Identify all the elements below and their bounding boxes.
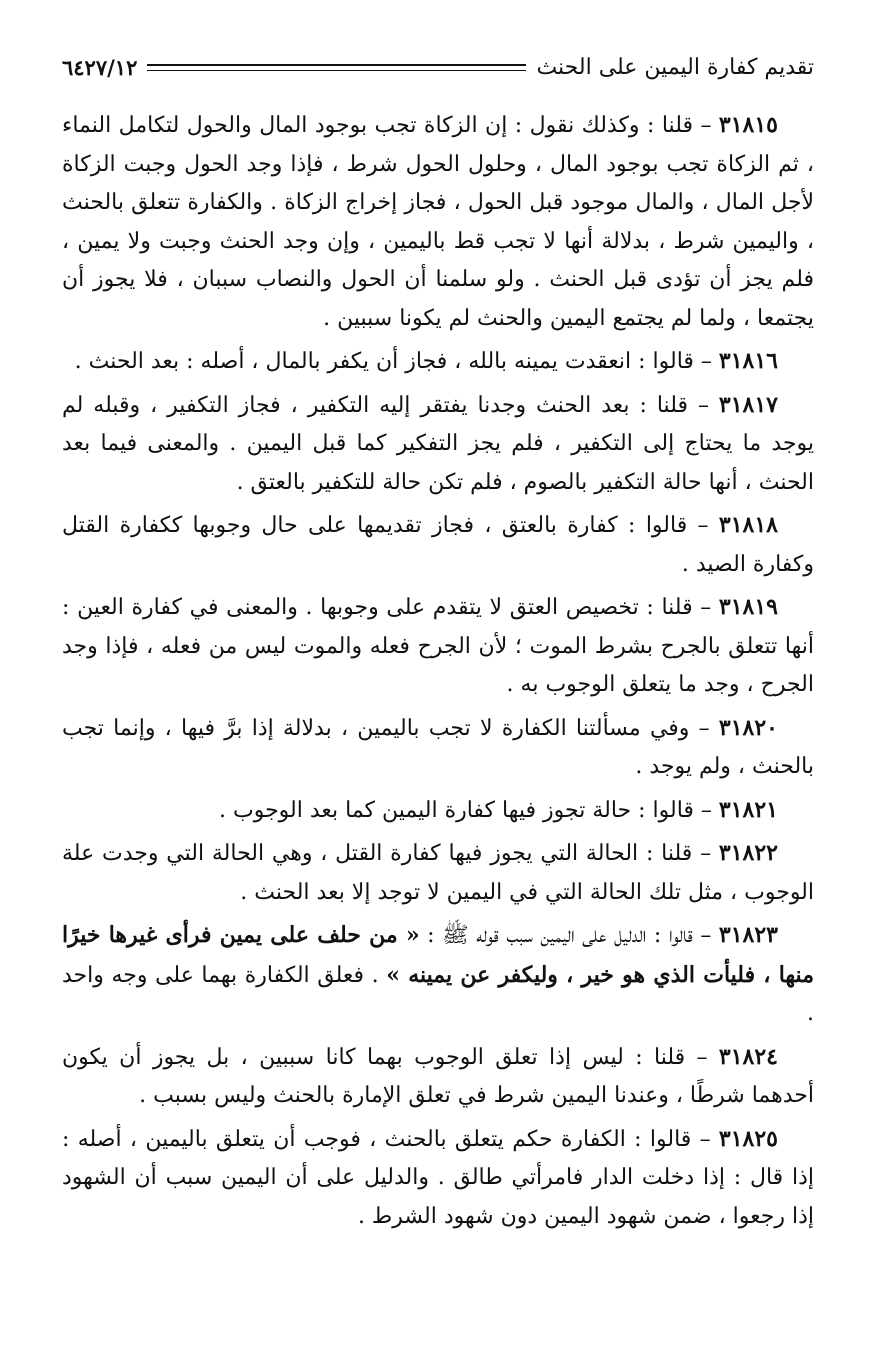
paragraph-number: ٣١٨١٨ bbox=[718, 512, 778, 538]
paragraph-text: – قلنا : تخصيص العتق لا يتقدم على وجوبها . والمعنى في كفارة العين : أنها تتعلق بالجرح بشرط الموت ؛ لأن الجرح فعله والموت ليس من فعله ، فإذا وجد الجرح ، وجد ما يتعلق الوجوب به . bbox=[62, 595, 814, 697]
paragraph-number: ٣١٨٢٠ bbox=[718, 714, 778, 741]
paragraph bbox=[62, 791, 814, 831]
paragraph-text: – قالوا : كفارة بالعتق ، فجاز تقديمها على حال وجوبها ككفارة القتل وكفارة الصيد . bbox=[62, 513, 814, 577]
page-reference: ٦٤٢٧/١٢ bbox=[62, 54, 138, 80]
paragraph-text: – قالوا : حالة تجوز فيها كفارة اليمين كما بعد الوجوب . bbox=[219, 797, 719, 823]
paragraph-text-tail: . فعلق الكفارة بهما على وجه واحد . bbox=[62, 962, 814, 1026]
paragraph-text: – قلنا : وكذلك نقول : إن الزكاة تجب بوجود المال والحول لتكامل النماء ، ثم الزكاة تجب بوجود المال ، وحلول الحول شرط ، فإذا وجد الحول وجبت الزكاة لأجل المال ، والمال موجود قبل الحول ، فجاز إخراج الزكاة . والكفارة تتعلق بالحنث ، واليمين شرط ، بدلالة أنها لا تجب قط باليمين ، وإن وجد الحنث وجبت ولا يمين ، فلم يجز أن تؤدى قبل الحنث . ولو سلمنا أن الحول والنصاب سببان ، فلا يجوز أن يجتمعا ، ولما لم يجتمع اليمين والحنث لم يكونا سببين . bbox=[62, 113, 814, 331]
paragraph-number: ٣١٨٢٣ bbox=[718, 922, 778, 948]
paragraph bbox=[62, 1120, 814, 1237]
paragraph-text: – قلنا : الحالة التي يجوز فيها كفارة القتل ، وهي الحالة التي وجدت علة الوجوب ، مثل تلك الحالة التي في اليمين لا توجد إلا بعد الحنث . bbox=[62, 841, 814, 905]
paragraph-number: ٣١٨١٥ bbox=[718, 112, 778, 138]
running-title: تقديم كفارة اليمين على الحنث bbox=[536, 54, 814, 80]
paragraph-number: ٣١٨١٧ bbox=[718, 391, 778, 418]
book-page bbox=[62, 50, 814, 1240]
hadith-quote: « من حلف على يمين فرأى غيرها خيرًا منها ، فليأت الذي هو خير ، وليكفر عن يمينه » bbox=[62, 922, 814, 988]
paragraph-text: – قلنا : ليس إذا تعلق الوجوب بهما كانا سببين ، بل يجوز أن يكون أحدهما شرطًا ، وعندنا اليمين شرط في تعلق الإمارة بالحنث وليس بسبب . bbox=[62, 1044, 814, 1108]
paragraph-text: – قالوا : انعقدت يمينه بالله ، فجاز أن يكفر بالمال ، أصله : بعد الحنث . bbox=[74, 349, 719, 374]
paragraph bbox=[62, 588, 814, 705]
page-body bbox=[62, 106, 814, 1236]
paragraph-text: – قالوا : الكفارة حكم يتعلق بالحنث ، فوجب أن يتعلق باليمين ، أصله : إذا قال : إذا دخلت الدار فامرأتي طالق . والدليل على أن اليمين سبب أن الشهود إذا رجعوا ، ضمن شهود اليمين دون شهود الشرط . bbox=[62, 1126, 814, 1229]
page-header bbox=[62, 50, 814, 84]
paragraph-number: ٣١٨١٦ bbox=[718, 348, 778, 374]
paragraph bbox=[62, 834, 814, 912]
paragraph bbox=[62, 506, 814, 584]
paragraph-number: ٣١٨٢٥ bbox=[718, 1125, 778, 1152]
paragraph-text: – قلنا : بعد الحنث وجدنا يفتقر إليه التكفير ، فجاز التكفير ، وقبله لم يوجد ما يحتاج إلى التكفير ، فلم يجز التفكير كما قبل اليمين . والمعنى فيما بعد الحنث ، أنها حالة التكفير بالصوم ، فلم تكن حالة للتكفير بالعتق . bbox=[62, 392, 814, 495]
paragraph-number: ٣١٨١٩ bbox=[718, 594, 778, 620]
paragraph bbox=[62, 916, 814, 1034]
paragraph-number: ٣١٨٢١ bbox=[718, 796, 778, 823]
paragraph-number: ٣١٨٢٢ bbox=[718, 840, 778, 866]
paragraph bbox=[62, 709, 814, 787]
paragraph-number: ٣١٨٢٤ bbox=[718, 1043, 778, 1070]
paragraph-text: – وفي مسألتنا الكفارة لا تجب باليمين ، بدلالة إذا برَّ فيها ، وإنما تجب بالحنث ، ولم يوجد . bbox=[62, 715, 814, 779]
paragraph bbox=[62, 106, 814, 338]
paragraph-text: – قالوا : الدليل على اليمين سبب قوله ﷺ : bbox=[419, 923, 719, 948]
paragraph bbox=[62, 386, 814, 503]
paragraph bbox=[62, 342, 814, 382]
paragraph bbox=[62, 1038, 814, 1116]
header-rule bbox=[147, 64, 526, 71]
